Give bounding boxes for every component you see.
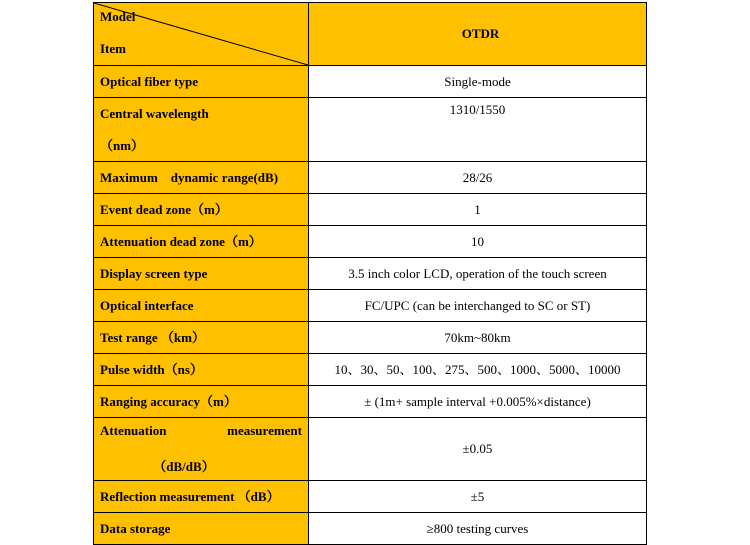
row-value: 3.5 inch color LCD, operation of the touch screen bbox=[309, 258, 647, 290]
row-label: Attenuation dead zone（m） bbox=[94, 226, 309, 258]
row-label bbox=[94, 418, 309, 481]
row-label: Event dead zone（m） bbox=[94, 194, 309, 226]
table-header-row bbox=[94, 3, 647, 66]
table-row bbox=[94, 354, 647, 386]
table-row bbox=[94, 418, 647, 481]
table-row bbox=[94, 290, 647, 322]
table-row bbox=[94, 66, 647, 98]
row-value: 28/26 bbox=[309, 162, 647, 194]
row-value: 1310/1550 bbox=[309, 98, 647, 162]
row-value: ±0.05 bbox=[309, 418, 647, 481]
table-row bbox=[94, 513, 647, 545]
header-diagonal-cell bbox=[94, 3, 309, 66]
row-label: Maximum dynamic range(dB) bbox=[94, 162, 309, 194]
table-row bbox=[94, 322, 647, 354]
row-value: ± (1m+ sample interval +0.005%×distance) bbox=[309, 386, 647, 418]
row-value: FC/UPC (can be interchanged to SC or ST) bbox=[309, 290, 647, 322]
row-label-line2: （dB/dB） bbox=[153, 459, 215, 474]
row-value: Single-mode bbox=[309, 66, 647, 98]
row-label-line2: （nm） bbox=[100, 137, 145, 153]
product-name: OTDR bbox=[309, 3, 647, 66]
row-label: Reflection measurement （dB） bbox=[94, 481, 309, 513]
row-value: 10 bbox=[309, 226, 647, 258]
table-row bbox=[94, 98, 647, 162]
table-row bbox=[94, 481, 647, 513]
row-label: Test range （km） bbox=[94, 322, 309, 354]
row-label-line1: Central wavelength bbox=[100, 105, 209, 121]
table-row bbox=[94, 258, 647, 290]
model-label: Model bbox=[100, 9, 136, 24]
row-value: ≥800 testing curves bbox=[309, 513, 647, 545]
row-label: Optical interface bbox=[94, 290, 309, 322]
row-label: Optical fiber type bbox=[94, 66, 309, 98]
row-label: Pulse width（ns） bbox=[94, 354, 309, 386]
spec-table bbox=[93, 2, 647, 545]
table-row bbox=[94, 194, 647, 226]
row-label: Ranging accuracy（m） bbox=[94, 386, 309, 418]
row-value: 1 bbox=[309, 194, 647, 226]
row-label: Display screen type bbox=[94, 258, 309, 290]
table-row bbox=[94, 386, 647, 418]
row-value: 10、30、50、100、275、500、1000、5000、10000 bbox=[309, 354, 647, 386]
row-label-word2: measurement bbox=[227, 423, 302, 438]
row-value: 70km~80km bbox=[309, 322, 647, 354]
row-label: Data storage bbox=[94, 513, 309, 545]
row-label bbox=[94, 98, 309, 162]
table-row bbox=[94, 162, 647, 194]
row-label-word1: Attenuation bbox=[100, 423, 167, 438]
row-value: ±5 bbox=[309, 481, 647, 513]
table-row bbox=[94, 226, 647, 258]
item-label: Item bbox=[100, 41, 126, 56]
